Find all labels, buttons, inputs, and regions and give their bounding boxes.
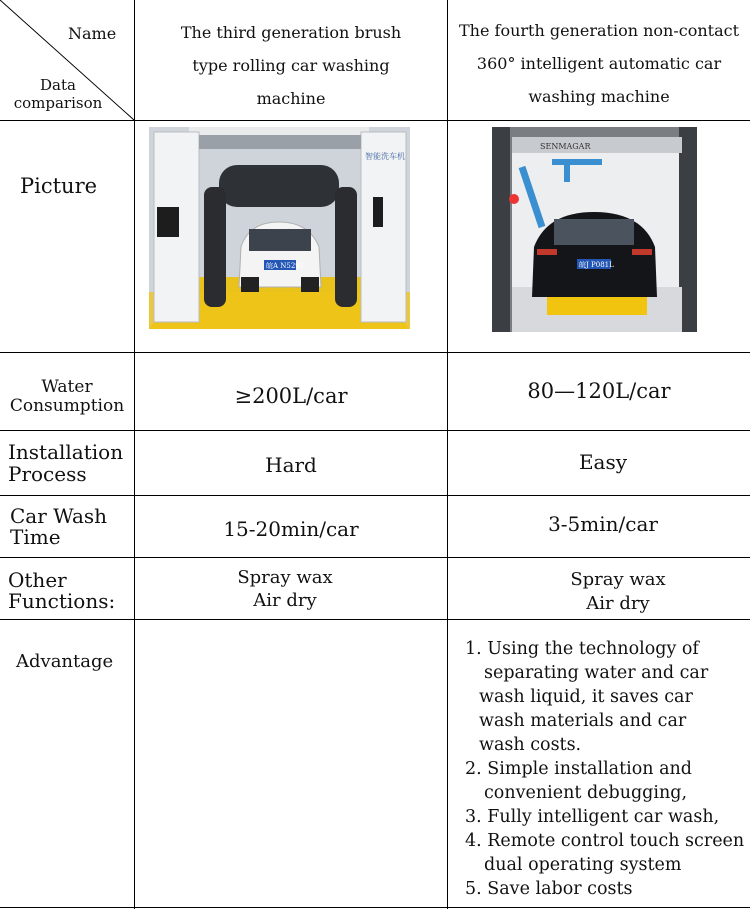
header-name-label: Name xyxy=(68,24,117,43)
other-col2-line1: Spray wax xyxy=(570,569,666,590)
advantage-line: wash liquid, it saves car xyxy=(479,687,693,707)
advantage-list xyxy=(465,637,749,901)
time-label-line2: Time xyxy=(10,525,61,549)
install-label-line1: Installation xyxy=(8,440,124,464)
col2-header-line: washing machine xyxy=(528,87,670,106)
other-third-gen xyxy=(135,566,435,612)
col2-header-line: The fourth generation non-contact xyxy=(458,21,739,40)
advantage-line: dual operating system xyxy=(484,855,682,875)
col1-header-line: type rolling car washing xyxy=(192,56,390,75)
brand-text: SENMAGAR xyxy=(540,142,591,151)
machine-sign-text: 智能洗车机 xyxy=(365,152,405,161)
install-fourth-gen: Easy xyxy=(578,450,628,474)
advantage-line: 3. Fully intelligent car wash, xyxy=(465,807,720,827)
water-third-gen: ≥200L/car xyxy=(234,384,348,408)
advantage-line: wash materials and car xyxy=(479,711,687,731)
other-col1-line1: Spray wax xyxy=(237,567,333,588)
water-label-line1: Water xyxy=(41,377,93,397)
row-label-wash-time xyxy=(10,506,107,548)
row-label-water xyxy=(0,378,134,416)
other-fourth-gen xyxy=(448,568,750,616)
advantage-item-3 xyxy=(465,805,749,829)
advantage-line: 2. Simple installation and xyxy=(465,759,693,779)
other-label-line2: Functions: xyxy=(8,589,116,613)
row-label-other-functions xyxy=(8,570,115,612)
column-header-third-gen xyxy=(135,16,447,115)
touchless-car-wash-photo xyxy=(492,127,697,332)
col1-header-line: machine xyxy=(256,89,326,108)
install-label-line2: Process xyxy=(8,462,87,486)
car-plate-1: 皖A N5291 xyxy=(266,262,305,270)
time-fourth-gen: 3-5min/car xyxy=(548,512,658,536)
water-fourth-gen: 80—120L/car xyxy=(527,379,671,403)
row-label-installation xyxy=(8,441,123,485)
time-label-line1: Car Wash xyxy=(10,504,108,528)
advantage-item-2 xyxy=(465,757,749,805)
other-col1-line2: Air dry xyxy=(253,590,317,611)
column-header-fourth-gen xyxy=(448,14,750,113)
header-data-label xyxy=(8,76,108,112)
header-data-line1: Data xyxy=(40,76,76,94)
advantage-line: separating water and car xyxy=(484,663,709,683)
advantage-line: 5. Save labor costs xyxy=(465,879,633,899)
advantage-item-5 xyxy=(465,877,749,901)
water-label-line2: Consumption xyxy=(9,396,125,416)
car-plate-2: 皖J P081L xyxy=(579,261,614,269)
advantage-line: 4. Remote control touch screen xyxy=(465,831,745,851)
other-label-line1: Other xyxy=(8,568,67,592)
row-label-picture: Picture xyxy=(20,174,98,198)
other-col2-line2: Air dry xyxy=(586,593,650,614)
col1-header-line: The third generation brush xyxy=(180,23,402,42)
install-third-gen: Hard xyxy=(265,453,317,477)
row-label-advantage: Advantage xyxy=(16,651,114,672)
advantage-line: convenient debugging, xyxy=(484,783,688,803)
brush-car-wash-photo xyxy=(149,127,410,329)
header-data-line2: comparison xyxy=(13,94,103,112)
col2-header-line: 360° intelligent automatic car xyxy=(476,54,722,73)
advantage-item-1 xyxy=(465,637,749,757)
advantage-line: wash costs. xyxy=(479,735,582,755)
advantage-item-4 xyxy=(465,829,749,877)
time-third-gen: 15-20min/car xyxy=(223,517,359,541)
advantage-line: 1. Using the technology of xyxy=(465,639,699,659)
